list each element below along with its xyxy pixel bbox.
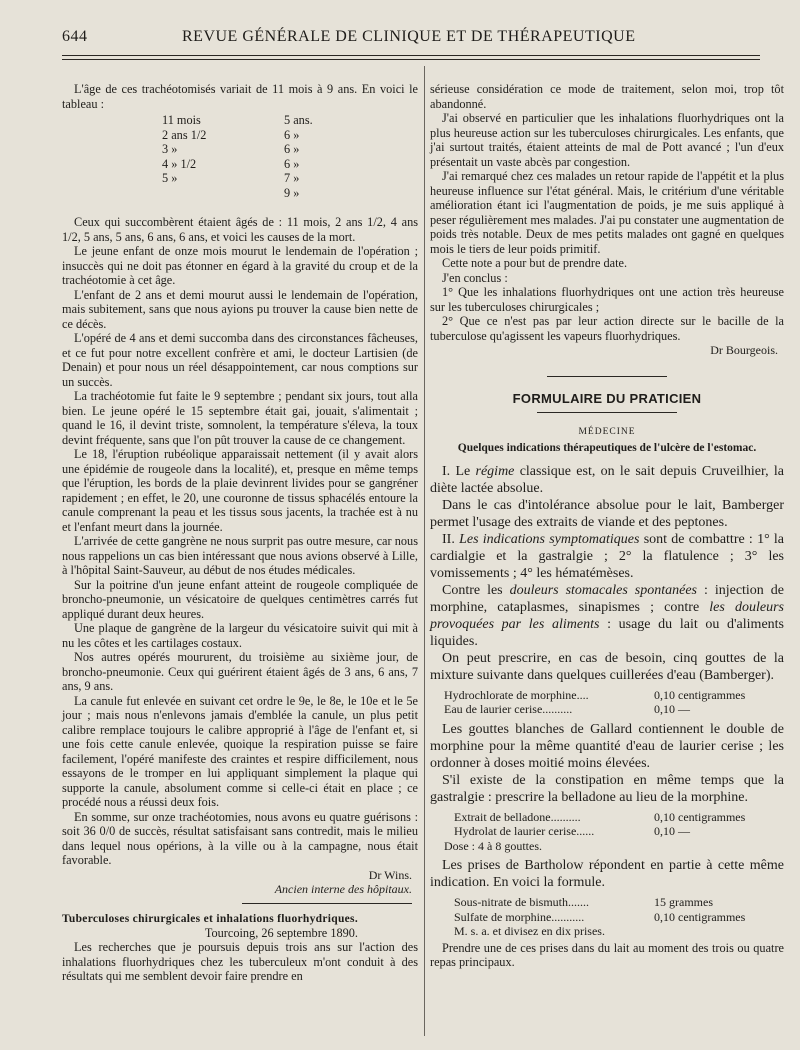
prescription-line	[454, 895, 784, 910]
running-title: REVUE GÉNÉRALE DE CLINIQUE ET DE THÉRAPEUTIQUE	[182, 28, 636, 45]
formulary-body	[430, 857, 784, 891]
age-cell: 5 »	[162, 171, 178, 185]
paragraph: 2° Que ce n'est pas par leur action directe sur le bacille de la tuberculose qu'agissent les vapeurs fluorhydriques.	[430, 314, 784, 343]
article-dateline: Tourcoing, 26 septembre 1890.	[204, 925, 358, 940]
paragraph: Le jeune enfant de onze mois mourut le lendemain de l'opération ; insuccès qui ne doit pas étonner en égard à la gravité du croup et de la trachéotomie à cet âge.	[62, 244, 418, 287]
quantity: 0,10 centigrammes	[654, 687, 746, 702]
age-cell: 4 » 1/2	[162, 156, 197, 171]
paragraph: J'en conclus :	[442, 270, 508, 285]
paragraph: J'ai observé en particulier que les inhalations fluorhydriques ont la plus heureuse action sur les tuberculoses chirurgicales. Les enfants, que j'ai surtout traités, étaient atteints de mal de Pott avancé ; l'un d'eux présentait un vaste abcès par congestion.	[430, 111, 784, 169]
text-run: Contre les	[442, 582, 510, 598]
paragraph: Ceux qui succombèrent étaient âgés de : 11 mois, 2 ans 1/2, 4 ans 1/2, 5 ans, 5 ans, 6 ans, 6 ans, et voici les causes de la mort.	[62, 215, 418, 244]
prescription-line	[454, 910, 784, 925]
author-signature: Dr Bourgeois.	[710, 343, 778, 357]
formulary-body	[430, 463, 784, 684]
age-cell: 3 »	[162, 142, 178, 156]
prescription	[444, 688, 784, 717]
author-title: Ancien interne des hôpitaux.	[274, 882, 412, 896]
paragraph: Les gouttes blanches de Gallard contiennent le double de morphine pour la même quantité d'eau de laurier cerise ; les ordonner à doses moitié moins élevées.	[430, 721, 784, 771]
paragraph: Sur la poitrine d'un jeune enfant atteint de rougeole compliquée de broncho-pneumonie, un vésicatoire de quelques centimètres carrés fut appliqué durant deux heures.	[62, 577, 418, 621]
paragraph: Le 18, l'éruption rubéolique apparaissait nettement (il y avait alors une épidémie de rougeole dans la localité), et, presque en même temps que l'éruption, les bords de la plaie devinrent livides pour se gangréner rapidement ; en effet, le 20, une couronne de tissus sphacélés entoure la canule comprenant la peau et les tissus sous jacents, la trachée est à nu et l'enfant meurt dans la journée.	[62, 447, 418, 534]
ingredient: Sulfate de morphine...........	[454, 909, 585, 924]
quantity: 15 grammes	[654, 895, 713, 909]
paragraph: Dans le cas d'intolérance absolue pour le lait, Bamberger permet l'usage des extraits de viande et des peptones.	[430, 497, 784, 530]
ingredient: Eau de laurier cerise..........	[444, 702, 573, 716]
author-signature: Dr Wins.	[368, 867, 412, 882]
ingredient: Hydrolat de laurier cerise......	[454, 824, 595, 838]
ingredient: Hydrochlorate de morphine....	[444, 687, 589, 702]
prescription-line	[444, 702, 784, 717]
paragraph: 1° Que les inhalations fluorhydriques ont une action très heureuse sur les tuberculoses chirurgicales ;	[430, 285, 784, 314]
paragraph: sérieuse considération ce mode de traitement, selon moi, trop tôt abandonné.	[430, 82, 784, 111]
paragraph: Prendre une de ces prises dans du lait au moment des trois ou quatre repas principaux.	[430, 940, 784, 969]
header-rule-thin	[62, 59, 760, 60]
quantity: 0,10 centigrammes	[654, 909, 746, 924]
section-underline	[537, 412, 677, 413]
emphasis: les douleurs provoquées par les aliments	[430, 599, 784, 632]
age-table	[62, 113, 418, 215]
age-cell: 6 »	[284, 156, 300, 171]
age-cell: 11 mois	[162, 113, 201, 127]
paragraph: La trachéotomie fut faite le 9 septembre ; pendant six jours, tout alla bien. Le jeune opéré le 15 septembre était gai, jouait, s'alimentait ; quand le 16, il devint triste, somnolent, la température s'éleva, la toux devint fréquente, sans que l'on pût trouver la cause de ce changement.	[62, 389, 418, 447]
emphasis: Les indications symptomatiques	[459, 531, 640, 547]
section-separator	[547, 376, 667, 377]
paragraph: La canule fut enlevée en suivant cet ordre le 9e, le 8e, le 10e et le 5e jour ; mais nous n'enlevons jamais d'emblée la canule, un plus petit calibre remplace toujours le calibre approprié à l'âge de l'enfant et, si une fois cette canule enlevée, quoique la respiration puisse se faire facilement, l'opéré manifeste des craintes et respire difficilement, nous essayons de le tromper en lui appliquant simplement la plaque qui supporte la canule, absolument comme si celle-ci était en place ; ce procédé nous a réussi deux fois.	[62, 693, 418, 809]
paragraph: Les recherches que je poursuis depuis trois ans sur l'action des inhalations fluorhydriques chez les tuberculeux m'ont conduit à des résultats qui me semblent devoir faire prendre en	[62, 940, 418, 983]
paragraph: Une plaque de gangrène de la largeur du vésicatoire suivit qui mit à nu les côtes et les cartilages costaux.	[62, 621, 418, 650]
dose: Dose : 4 à 8 gouttes.	[444, 838, 542, 853]
paragraph: S'il existe de la constipation en même temps que la gastralgie : prescrire la belladone au lieu de la morphine.	[430, 772, 784, 805]
paragraph: On peut prescrire, en cas de besoin, cinq gouttes de la mixture suivante dans quelques cuillerées d'eau (Bamberger).	[430, 650, 784, 683]
paragraph: Cette note a pour but de prendre date.	[442, 256, 628, 270]
paragraph: L'arrivée de cette gangrène ne nous surprit pas outre mesure, car nous nous rappelions un cas bien intéressant que nous avions observé à Lille, à l'hôpital Saint-Sauveur, au début de nos études médicales.	[62, 534, 418, 577]
section-title: FORMULAIRE DU PRATICIEN	[512, 390, 702, 406]
ingredient: Extrait de belladone..........	[454, 809, 581, 824]
prescription-dose	[444, 838, 784, 854]
prescription	[444, 809, 784, 854]
prescription-note	[454, 924, 784, 939]
paragraph	[430, 463, 784, 497]
page-number: 644	[62, 28, 88, 45]
preparation-note: M. s. a. et divisez en dix prises.	[454, 924, 605, 938]
quantity: 0,10 —	[654, 824, 690, 838]
age-cell: 5 ans.	[284, 113, 313, 127]
age-cell: 6 »	[284, 127, 300, 142]
section-subtitle: Quelques indications thérapeutiques de l'ulcère de l'estomac.	[457, 441, 757, 454]
quantity: 0,10 centigrammes	[654, 809, 746, 824]
article-separator	[242, 903, 412, 904]
formulary-body	[430, 721, 784, 806]
article-title: Tuberculoses chirurgicales et inhalations fluorhydriques.	[62, 912, 359, 925]
age-cell: 7 »	[284, 171, 300, 185]
running-header	[62, 28, 760, 52]
prescription-line	[454, 824, 784, 839]
prescription-line	[454, 810, 784, 825]
text-run: II.	[442, 531, 460, 547]
paragraph: J'ai remarqué chez ces malades un retour rapide de l'appétit et la plus heureuse influence sur l'état général. Mais, le critérium d'une véritable amélioration étant ici l'augmentation de poids, je me suis appliqué à peser régulièrement mes malades. J'ai pu constater une augmentation de poids très notable. Deux de mes petits malades ont gagné en quelques mois le tiers de leur poids primitif.	[430, 169, 784, 256]
prescription-line	[444, 688, 784, 703]
paragraph: L'opéré de 4 ans et demi succomba dans des circonstances fâcheuses, et ce fut pour notre excellent confrère et ami, le docteur Lartisien (de Denain) et pour nous un réel désappointement, car nous comptions sur un succès.	[62, 331, 418, 389]
ingredient: Sous-nitrate de bismuth.......	[454, 895, 589, 909]
text-run: : usage du lait ou d'aliments liquides.	[430, 616, 784, 649]
text-run: sont de combattre : 1° la cardialgie et la gastralgie ; 2° la flatulence ; 3° les vomissements ; 4° les hématémèses.	[430, 531, 785, 581]
paragraph: L'âge de ces trachéotomisés variait de 11 mois à 9 ans. En voici le tableau :	[62, 82, 418, 111]
text-run: classique est, on le sait depuis Cruveilhier, la diète lactée absolue.	[430, 463, 784, 496]
column-divider	[424, 66, 425, 1036]
paragraph: Nos autres opérés moururent, du troisième au sixième jour, de broncho-pneumonie. Ceux qui guérirent étaient âgés de 3 ans, 6 ans, 7 ans, 9 ans.	[62, 650, 418, 693]
quantity: 0,10 —	[654, 702, 690, 716]
section-kicker: MÉDECINE	[578, 426, 636, 437]
paragraph: En somme, sur onze trachéotomies, nous avons eu quatre guérisons : soit 36 0/0 de succès, résultat satisfaisant sans contredit, mais le milieu dans lequel nous opérions, à la ville ou à la campagne, nous était favorable.	[62, 809, 418, 867]
age-cell: 9 »	[284, 185, 300, 200]
emphasis: douleurs stomacales spontanées	[509, 582, 697, 598]
paragraph	[430, 531, 784, 582]
header-rule	[62, 55, 760, 56]
text-run: : injection de morphine, cataplasmes, sinapismes ; contre	[430, 582, 784, 615]
emphasis: régime	[475, 463, 515, 479]
paragraph	[430, 582, 784, 650]
paragraph: L'enfant de 2 ans et demi mourut aussi le lendemain de l'opération, mais subitement, sans que nous ayions pu trouver la cause bien nette de ce décès.	[62, 287, 418, 331]
age-cell: 6 »	[284, 142, 300, 156]
left-column	[62, 82, 418, 984]
age-cell: 2 ans 1/2	[162, 127, 207, 142]
text-run: I. Le	[442, 463, 476, 479]
right-column	[430, 82, 784, 970]
paragraph: Les prises de Bartholow répondent en partie à cette même indication. En voici la formule.	[430, 858, 784, 890]
prescription	[454, 895, 784, 939]
